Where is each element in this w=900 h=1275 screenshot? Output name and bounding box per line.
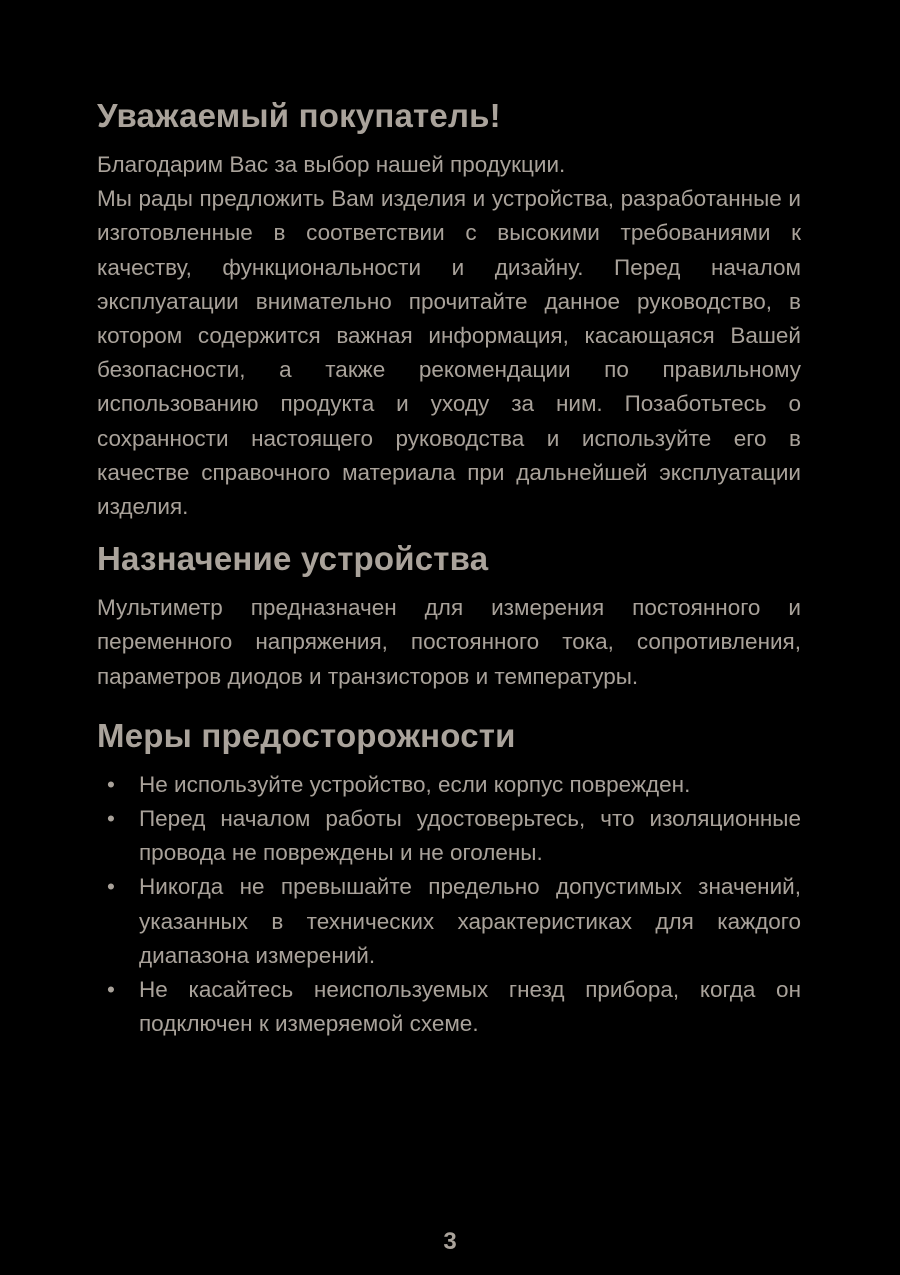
bullet-icon: • bbox=[107, 874, 115, 900]
list-item bbox=[97, 768, 801, 802]
precaution-text: Не касайтесь неиспользуемых гнезд прибора, когда он подключен к измеряемой схеме. bbox=[139, 977, 801, 1037]
precaution-text: Перед началом работы удостоверьтесь, что изоляционные провода не повреждены и не оголены. bbox=[139, 806, 801, 866]
bullet-icon: • bbox=[107, 771, 115, 797]
page-number: 3 bbox=[443, 1228, 457, 1255]
precaution-text: Никогда не превышайте предельно допустимых значений, указанных в технических характеристиках для каждого диапазона измерений. bbox=[139, 874, 801, 968]
document-page bbox=[97, 92, 801, 1041]
greeting-intro: Благодарим Вас за выбор нашей продукции. bbox=[97, 152, 566, 177]
precaution-text: Не используйте устройство, если корпус поврежден. bbox=[139, 771, 691, 797]
greeting-body: Мы рады предложить Вам изделия и устройства, разработанные и изготовленные в соответствии с высокими требованиями к качеству, функциональности и дизайну. Перед началом эксплуатации внимательно прочитайте данное руководство, в котором содержится важная информация, касающаяся Вашей безопасности, а также рекомендации по правильному использованию продукта и уходу за ним. Позаботьтесь о сохранности настоящего руководства и используйте его в качестве справочного материала при дальнейшей эксплуатации изделия. bbox=[97, 186, 801, 520]
precautions-section bbox=[97, 712, 801, 1042]
bullet-icon: • bbox=[107, 977, 115, 1003]
purpose-body: Мультиметр предназначен для измерения постоянного и переменного напряжения, постоянного тока, сопротивления, параметров диодов и транзисторов и температуры. bbox=[97, 595, 801, 689]
precautions-title: Меры предосторожности bbox=[97, 716, 516, 754]
list-item bbox=[97, 802, 801, 870]
list-item bbox=[97, 973, 801, 1041]
purpose-title: Назначение устройства bbox=[97, 540, 489, 578]
list-item bbox=[97, 870, 801, 973]
greeting-title: Уважаемый покупатель! bbox=[97, 97, 501, 134]
precautions-list bbox=[97, 768, 801, 1042]
bullet-icon: • bbox=[107, 806, 115, 832]
purpose-section bbox=[97, 535, 801, 694]
